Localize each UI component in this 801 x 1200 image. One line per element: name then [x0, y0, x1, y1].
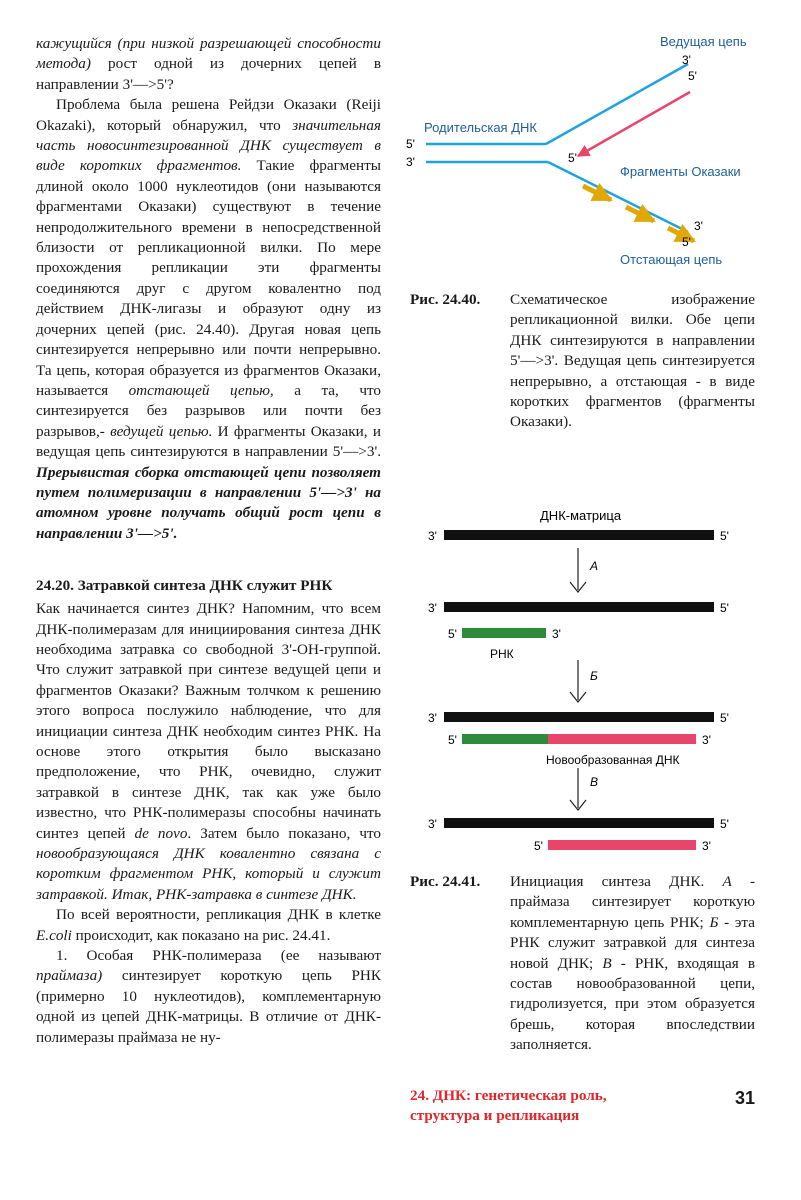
caption-text-3: - эта РНК служит затравкой для синтеза новой ДНК; [510, 913, 755, 972]
end-label: 3' [702, 733, 711, 747]
step-c-label: В [590, 775, 599, 789]
p2-text-2: Такие фрагменты длиной около 1000 нуклеотидов (они называются фрагментами Оказаки) существуют в течение непродолжительного времени в непосредственной близости от репликационной вилки. По мере прохождения репликации эти фрагменты соединяются друг с другом ковалентно под действием ДНК-лигазы и образуют одну из дочерних цепей (рис. 24.40). Другая новая цепь синтезируется непрерывно или почти непрерывно. Та цепь, которая образуется из фрагментов Оказаки, называется [36, 157, 381, 399]
left-column [36, 34, 381, 1048]
template-label: ДНК-матрица [540, 508, 622, 523]
end-label: 5' [682, 235, 691, 249]
new-dna-label: Новообразованная ДНК [546, 753, 680, 767]
p2-bold-italic: Прерывистая сборка отстающей цепи позволяет путем полимеризации в направлении 5'—>3' на атомном уровне получать общий рост цепи в направлении 3'—>5'. [36, 463, 381, 542]
running-footer: 24. ДНК: генетическая роль, структура и репликация [410, 1087, 607, 1124]
end-label: 3' [428, 711, 437, 725]
template-strand [444, 712, 714, 722]
p5-text-2: синтезирует короткую цепь РНК (примерно 10 нуклеотидов), комплементарную одной из цепей ДНК-матрицы. В отличие от ДНК-полимеразы праймаза не ну- [36, 967, 381, 1046]
end-label: 3' [694, 219, 703, 233]
p2-text-1: Проблема была решена Рейдзи Оказаки (Reiji Okazaki), который обнаружил, что [36, 96, 381, 134]
end-label: 5' [720, 711, 729, 725]
p3-text-2: . Затем было показано, что [187, 824, 381, 842]
rna-primer [462, 734, 548, 744]
p3-text-1: Как начинается синтез ДНК? Напомним, что всем ДНК-полимеразам для инициирования синтеза ДНК необходима затравка со свободной 3'-ОН-группой. Что служит затравкой при синтезе ведущей цепи и фрагментов Оказаки? Важным толчком к решению этого вопроса послужило наблюдение, что для инициации синтеза ДНК необходим синтез РНК. На основе этого открытия было высказано предположение, что РНК, очевидно, служит затравкой в синтезе ДНК, так как уже было известно, что РНК-полимеразы способны начинать синтез цепей [36, 600, 381, 842]
caption-text: Схематическое изображение репликационной вилки. Обе цепи ДНК синтезируются в направлении 5'—>3'. Ведущая цепь синтезируется непрерывно, а отстающая - в виде коротких фрагментов (фрагменты Оказаки). [510, 291, 755, 431]
template-strand [444, 602, 714, 612]
caption-step-a: А [722, 873, 732, 890]
paragraph-3 [36, 599, 381, 905]
end-label: 5' [688, 69, 697, 83]
caption-text [510, 872, 755, 1056]
new-leading-strand [578, 92, 690, 156]
p3-italic-2: новообразующаяся ДНК ковалентно связана с коротким фрагментом РНК, который и служит затравкой. Итак, РНК-затравка в синтезе ДНК. [36, 845, 381, 903]
end-label: 3' [428, 529, 437, 543]
dna-initiation-figure [398, 502, 768, 862]
p4-text-1: По всей вероятности, репликация ДНК в клетке [56, 906, 381, 924]
rna-primer [462, 628, 546, 638]
end-label: 3' [552, 627, 561, 641]
caption-text-4: - РНК, входящая в состав новообразованной цепи, гидролизуется, при этом образуется брешь, которая впоследствии заполняется. [510, 954, 756, 1054]
end-label: 3' [428, 601, 437, 615]
p4-text-2: происходит, как показано на рис. 24.41. [71, 926, 331, 944]
end-label: 3' [406, 155, 415, 169]
caption-24-41 [410, 872, 755, 1056]
section-title: 24.20. Затравкой синтеза ДНК служит РНК [36, 577, 333, 595]
p2-italic-2: отстающей цепью, [128, 381, 274, 399]
end-label: 5' [568, 151, 577, 165]
leading-strand-label: Ведущая цепь [660, 34, 747, 49]
end-label: 5' [720, 601, 729, 615]
paragraph-2 [36, 95, 381, 544]
caption-24-40 [410, 290, 755, 433]
parent-dna-label: Родительская ДНК [424, 120, 537, 135]
replication-fork-figure [398, 24, 768, 280]
new-dna-strand [548, 734, 696, 744]
caption-label: Рис. 24.40. [410, 291, 481, 308]
paragraph-5 [36, 946, 381, 1048]
p2-italic-3: ведущей цепью. [110, 422, 213, 440]
caption-step-b: Б [709, 913, 719, 931]
caption-text-1: Инициация синтеза ДНК. [510, 873, 723, 890]
paragraph-1 [36, 34, 381, 95]
end-label: 3' [428, 817, 437, 831]
p2-italic-1: значительная часть новосинтезированной ДНК существует в виде коротких фрагментов. [36, 116, 381, 175]
end-label: 5' [720, 817, 729, 831]
end-label: 5' [406, 137, 415, 151]
lagging-strand-label: Отстающая цепь [620, 252, 723, 267]
p2-text-3: а та, что синтезируется без разрывов или почти без разрывов,- [36, 381, 381, 440]
end-label: 5' [720, 529, 729, 543]
p1-text: рост одной из дочерних цепей в направлении 3'—>5'? [36, 55, 381, 93]
okazaki-label: Фрагменты Оказаки [620, 164, 741, 179]
end-label: 3' [702, 839, 711, 853]
caption-step-c: В [602, 954, 612, 972]
end-label: 3' [682, 53, 691, 67]
p4-italic: E.coli [36, 926, 72, 944]
step-b-label: Б [590, 669, 598, 683]
template-strand [444, 818, 714, 828]
page-number: 31 [735, 1088, 756, 1108]
p2-text-4: И фрагменты Оказаки, и ведущая цепь синтезируются в направлении 5'—>3'. [36, 422, 381, 461]
p5-text-1: 1. Особая РНК-полимераза (ее называют [56, 947, 381, 965]
p5-italic: праймаза) [36, 967, 103, 985]
end-label: 5' [448, 733, 457, 747]
step-a-label: А [590, 559, 599, 573]
p1-italic: кажущийся (при низкой разрешающей способности метода) [36, 35, 381, 73]
p3-italic-1: de novo [134, 824, 188, 842]
new-dna-strand [548, 840, 696, 850]
rna-label: РНК [490, 647, 514, 661]
paragraph-4 [36, 905, 381, 946]
end-label: 5' [448, 627, 457, 641]
okazaki-fragment-1 [583, 186, 611, 200]
end-label: 5' [534, 839, 543, 853]
template-strand [444, 530, 714, 540]
caption-text-2: - праймаза синтезирует короткую комплементарную цепь РНК; [510, 873, 755, 931]
caption-label: Рис. 24.41. [410, 873, 481, 890]
